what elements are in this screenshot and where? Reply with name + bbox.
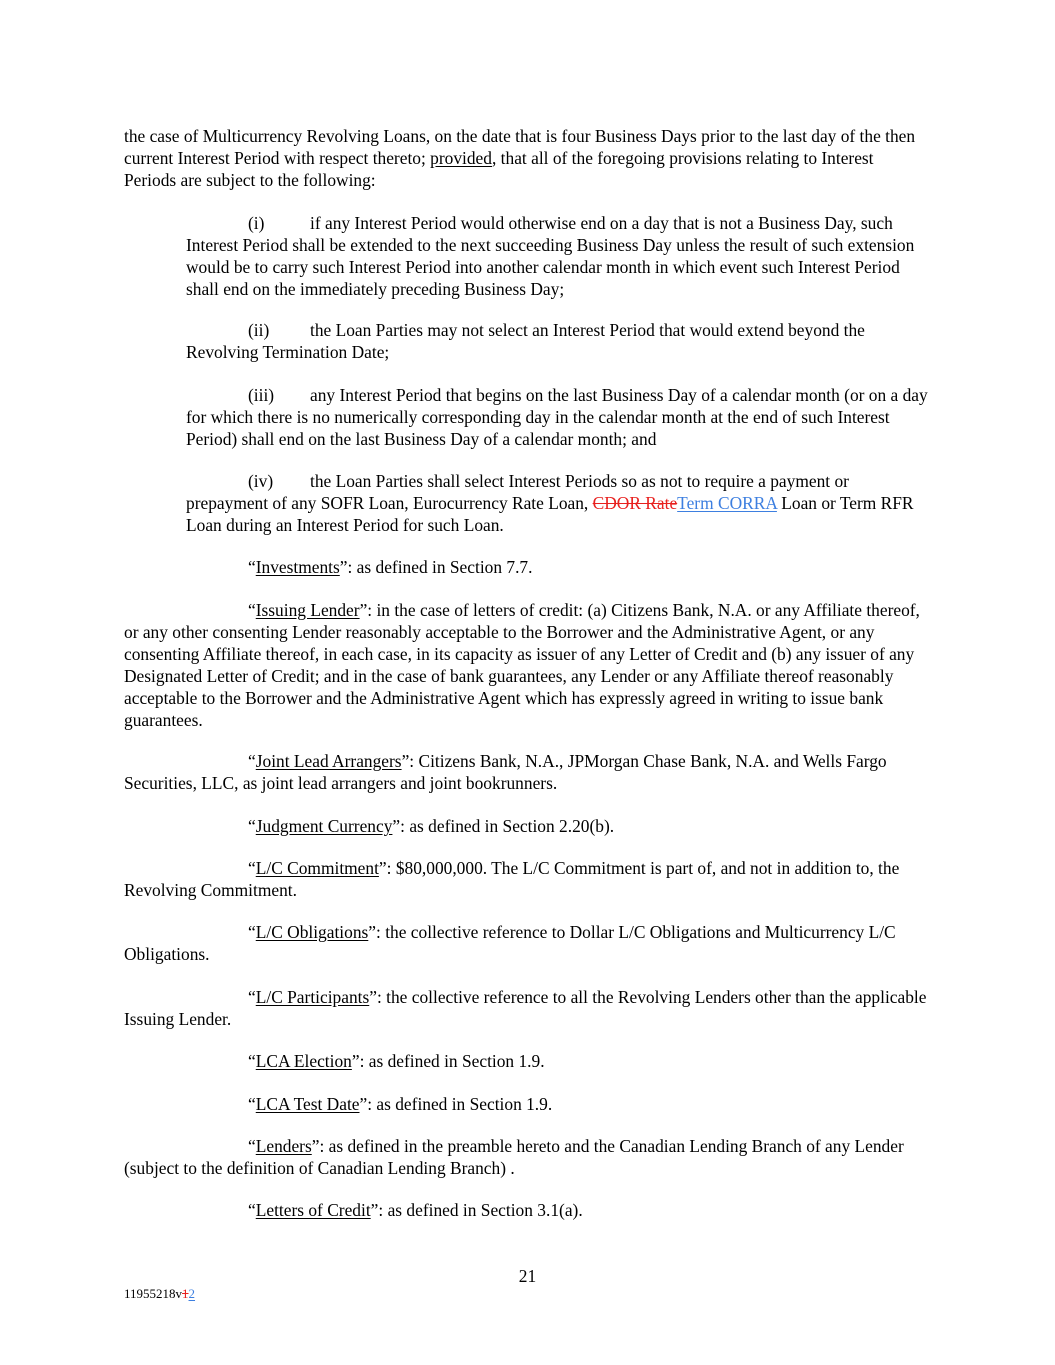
defined-term: Lenders [255,1136,312,1156]
definition-judgment-currency: “Judgment Currency”: as defined in Section 2.20(b). [248,816,615,836]
definition-joint-lead-arrangers: “Joint Lead Arrangers”: Citizens Bank, N.A., JPMorgan Chase Bank, N.A. and Wells Fargo Securities, LLC, as joint lead arrangers and joint bookrunners. [124,751,887,793]
defined-term: LCA Test Date [255,1094,360,1114]
clause-number: (ii) [248,320,270,340]
clause-number: (iv) [248,471,274,491]
clause-number: (i) [248,213,265,233]
defined-term: LCA Election [255,1051,352,1071]
definition-lca-test-date: “LCA Test Date”: as defined in Section 1.9. [248,1094,553,1114]
clause-iii: (iii) any Interest Period that begins on the last Business Day of a calendar month (or on a day for which there is no numerically corresponding day in the calendar month at the end of such Interest Period) shall end on the last Business Day of a calendar month; and [186,385,928,449]
defined-term: L/C Obligations [255,922,369,942]
defined-term: Joint Lead Arrangers [255,751,402,771]
defined-term: L/C Participants [255,987,370,1007]
intro-paragraph: the case of Multicurrency Revolving Loans, on the date that is four Business Days prior to the last day of the then current Interest Period with respect thereto; provided, that all of the foregoing provisions relating to Interest Periods are subject to the following: [124,126,916,190]
inserted-text: Term CORRA [677,493,777,513]
clause-iv: (iv) the Loan Parties shall select Interest Periods so as not to require a payment or prepayment of any SOFR Loan, Eurocurrency Rate Loan, CDOR RateTerm CORRA Loan or Term RFR Loan during an Interest Period for such Loan. [186,471,914,535]
definition-investments: “Investments”: as defined in Section 7.7. [248,557,533,577]
document-id-footer: 11955218v12 [124,1286,196,1301]
defined-term: Issuing Lender [255,600,360,620]
defined-term: Letters of Credit [255,1200,371,1220]
definition-lc-obligations: “L/C Obligations”: the collective reference to Dollar L/C Obligations and Multicurrency L/C Obligations. [124,922,896,964]
deleted-version: 1 [182,1286,189,1301]
definition-lc-participants: “L/C Participants”: the collective reference to all the Revolving Lenders other than the applicable Issuing Lender. [124,987,927,1029]
definition-lenders: “Lenders”: as defined in the preamble hereto and the Canadian Lending Branch of any Lender (subject to the definition of Canadian Lending Branch) . [124,1136,904,1178]
definition-lca-election: “LCA Election”: as defined in Section 1.9. [248,1051,545,1071]
defined-term: Judgment Currency [255,816,393,836]
defined-term: L/C Commitment [255,858,379,878]
inserted-version: 2 [188,1286,196,1301]
definition-lc-commitment: “L/C Commitment”: $80,000,000. The L/C Commitment is part of, and not in addition to, the Revolving Commitment. [124,858,900,900]
definition-letters-of-credit: “Letters of Credit”: as defined in Section 3.1(a). [248,1200,583,1220]
page-number: 21 [518,1266,537,1286]
definition-issuing-lender: “Issuing Lender”: in the case of letters of credit: (a) Citizens Bank, N.A. or any Affiliate thereof, or any other consenting Lender reasonably acceptable to the Borrower and the Administrative Agent, or any consenting Affiliate thereof, in each case, in its capacity as issuer of any Letter of Credit and (b) any issuer of any Designated Letter of Credit; and in the case of bank guarantees, any Lender or any Affiliate thereof reasonably acceptable to the Borrower and the Administrative Agent which has expressly agreed in writing to issue bank guarantees. [124,600,920,730]
defined-term: Investments [255,557,340,577]
clause-ii: (ii) the Loan Parties may not select an Interest Period that would extend beyond the Revolving Termination Date; [186,320,865,362]
deleted-text: CDOR Rate [592,493,678,513]
clause-number: (iii) [248,385,275,405]
provided-term: provided [430,148,492,168]
clause-i: (i) if any Interest Period would otherwise end on a day that is not a Business Day, such Interest Period shall be extended to the next succeeding Business Day unless the result of such extension would be to carry such Interest Period into another calendar month in which event such Interest Period shall end on the immediately preceding Business Day; [186,213,915,299]
